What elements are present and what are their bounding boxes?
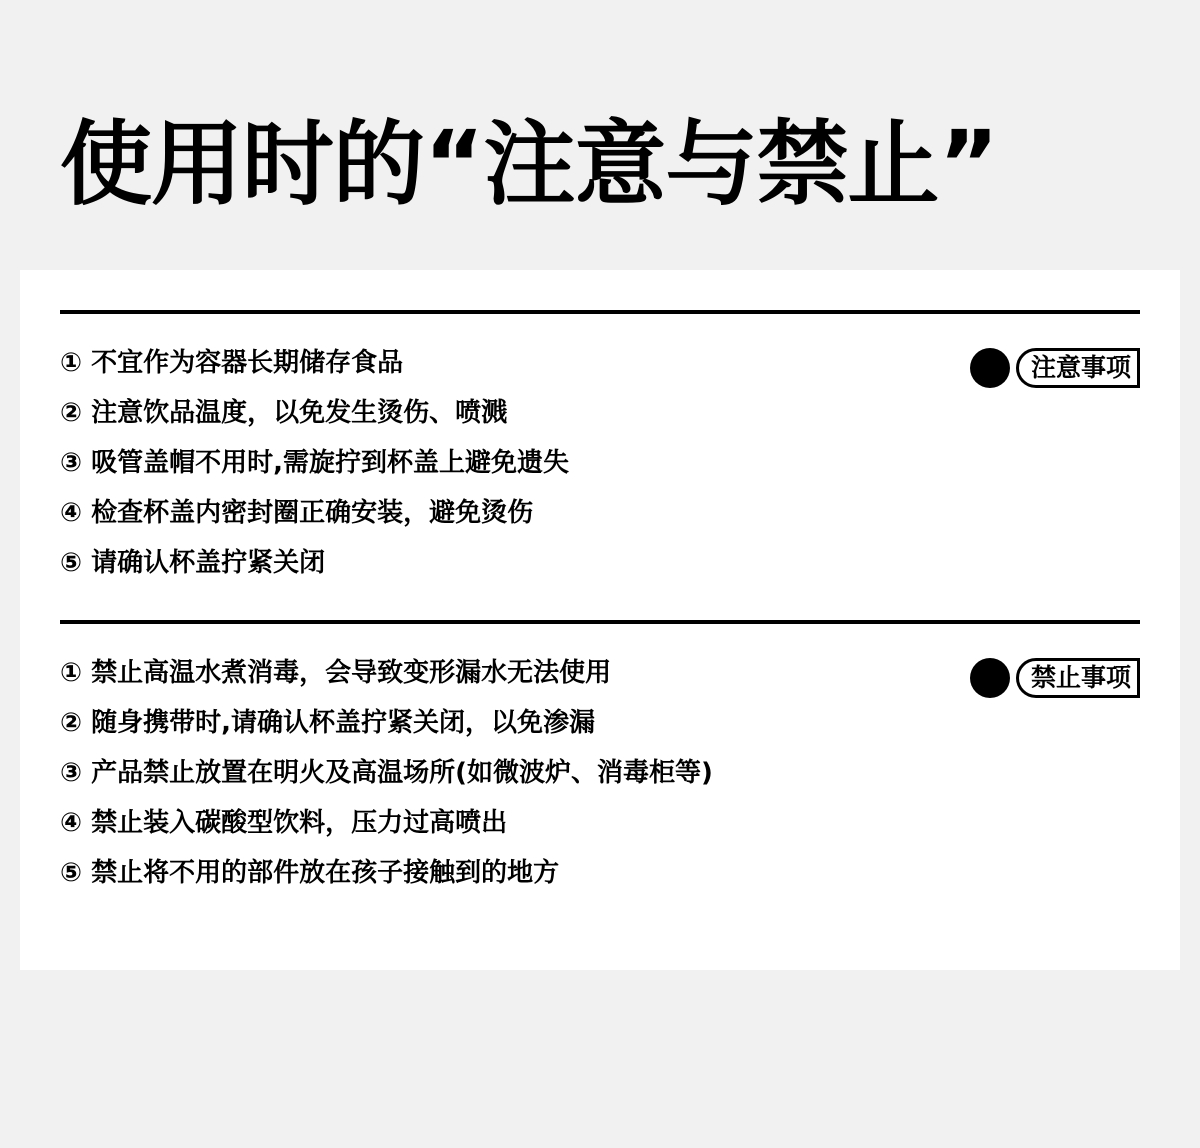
bullet-dot-icon [970, 658, 1010, 698]
prohibit-item: ⑤ 禁止将不用的部件放在孩子接触到的地方 [60, 858, 560, 888]
prohibit-item: ④ 禁止装入碳酸型饮料，压力过高喷出 [60, 808, 508, 838]
caution-item: ④ 检查杯盖内密封圈正确安装，避免烫伤 [60, 498, 534, 528]
prohibit-item: ① 禁止高温水煮消毒，会导致变形漏水无法使用 [60, 658, 612, 688]
page-title: 使用时的“注意与禁止” [60, 111, 998, 218]
caution-item: ② 注意饮品温度，以免发生烫伤、喷溅 [60, 398, 508, 428]
caution-tag [970, 348, 1140, 388]
section-divider [60, 620, 1140, 624]
bullet-dot-icon [970, 348, 1010, 388]
caution-list [60, 338, 569, 588]
caution-section [60, 310, 1140, 578]
caution-tag-label: 注意事项 [1016, 348, 1140, 388]
caution-item: ⑤ 请确认杯盖拧紧关闭 [60, 548, 326, 578]
caution-item: ① 不宜作为容器长期储存食品 [60, 348, 404, 378]
prohibit-section [60, 620, 1140, 888]
prohibit-item: ③ 产品禁止放置在明火及高温场所(如微波炉、消毒柜等) [60, 758, 713, 788]
prohibit-tag [970, 658, 1140, 698]
notice-card [20, 270, 1180, 970]
prohibit-list [60, 648, 713, 898]
prohibit-item: ② 随身携带时,请确认杯盖拧紧关闭，以免渗漏 [60, 708, 595, 738]
caution-item: ③ 吸管盖帽不用时,需旋拧到杯盖上避免遗失 [60, 448, 569, 478]
section-divider [60, 310, 1140, 314]
prohibit-tag-label: 禁止事项 [1016, 658, 1140, 698]
